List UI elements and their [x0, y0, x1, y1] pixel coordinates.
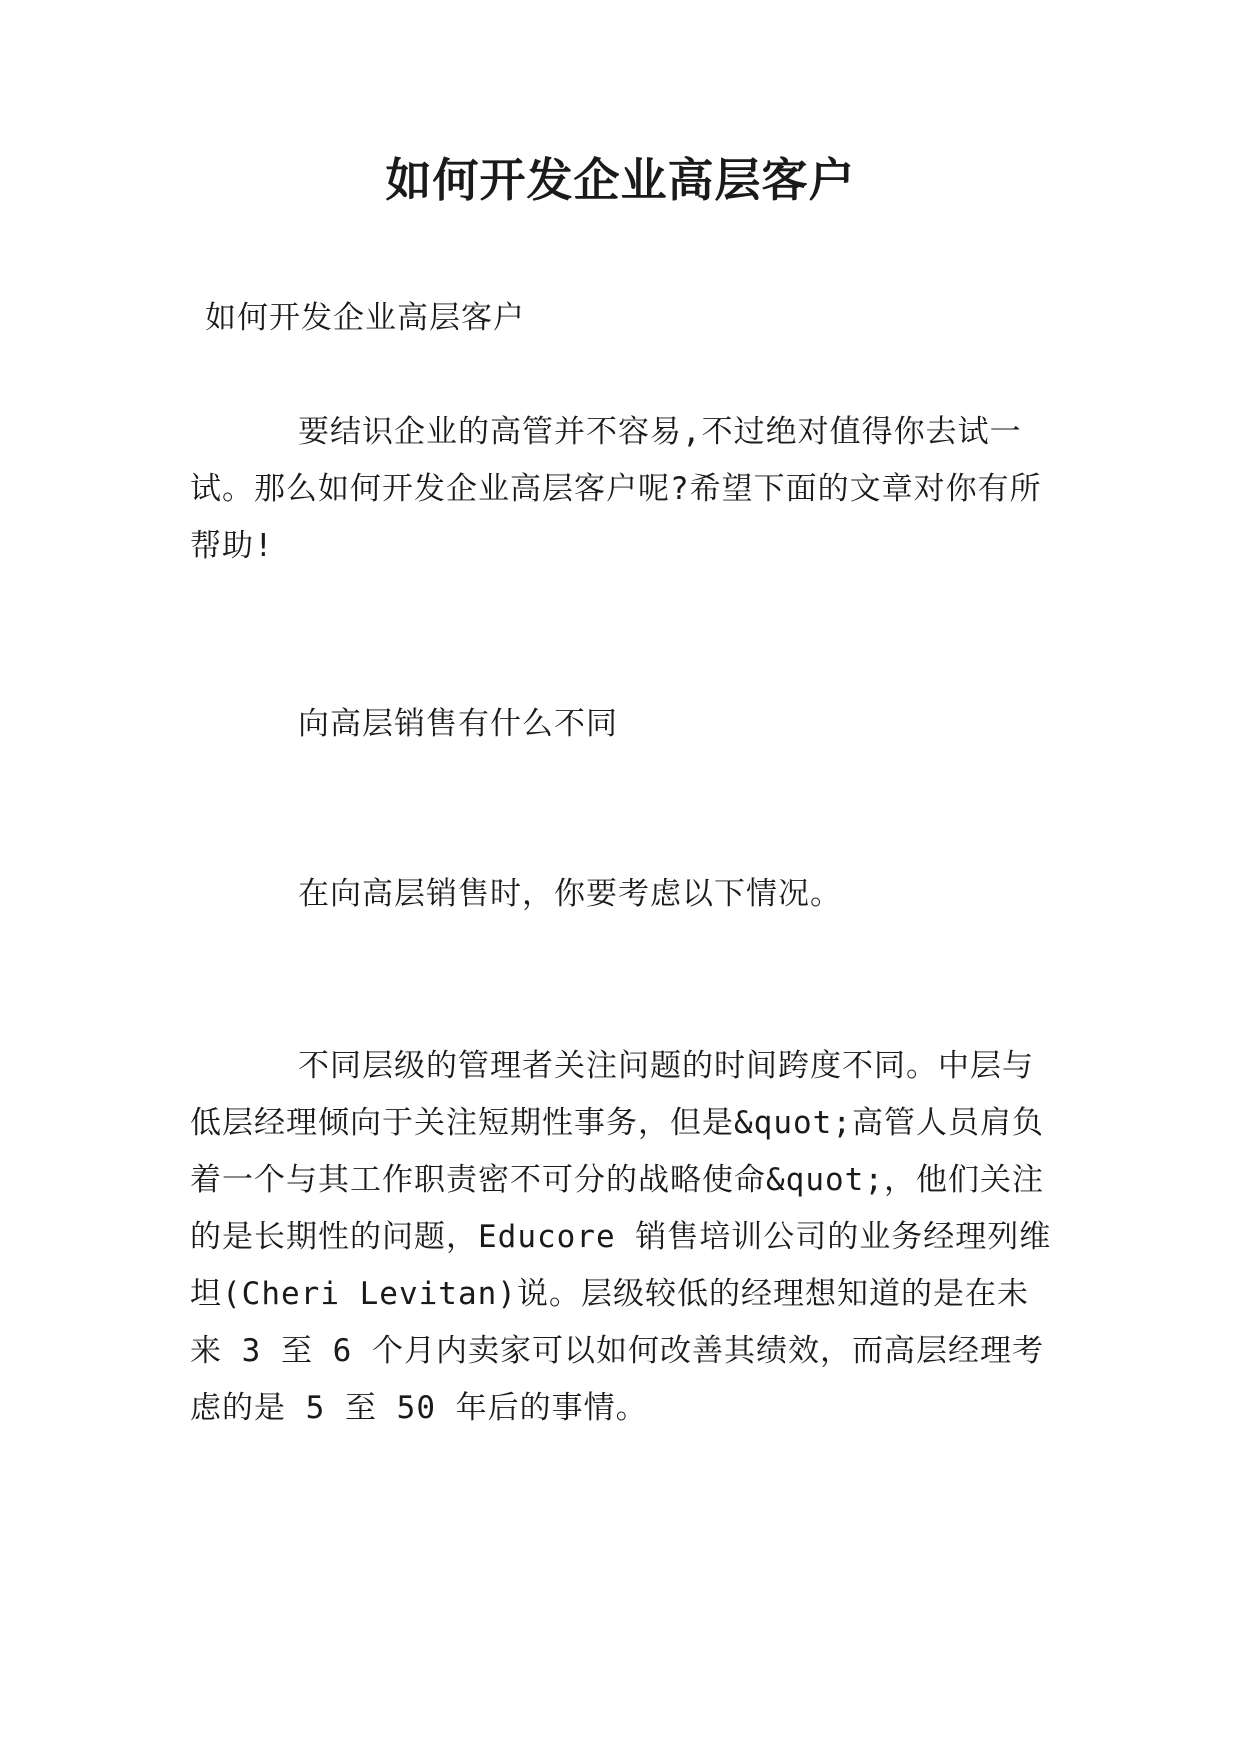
- document-subtitle: 如何开发企业高层客户: [205, 300, 525, 336]
- body-paragraph: 不同层级的管理者关注问题的时间跨度不同。中层与低层经理倾向于关注短期性事务，但是&quot;高管人员肩负着一个与其工作职责密不可分的战略使命&quot;，他们关注的是长期性的问题，Educore 销售培训公司的业务经理列维坦(Cheri Levitan)说。层级较低的经理想知道的是在未来 3 至 6 个月内卖家可以如何改善其绩效，而高层经理考虑的是 5 至 50 年后的事情。: [190, 1048, 1052, 1426]
- lead-paragraph: 在向高层销售时，你要考虑以下情况。: [298, 876, 842, 912]
- intro-paragraph: 要结识企业的高管并不容易,不过绝对值得你去试一试。那么如何开发企业高层客户呢?希望下面的文章对你有所帮助!: [190, 414, 1042, 564]
- section-heading: 向高层销售有什么不同: [298, 706, 618, 742]
- page-title: 如何开发企业高层客户: [385, 153, 856, 207]
